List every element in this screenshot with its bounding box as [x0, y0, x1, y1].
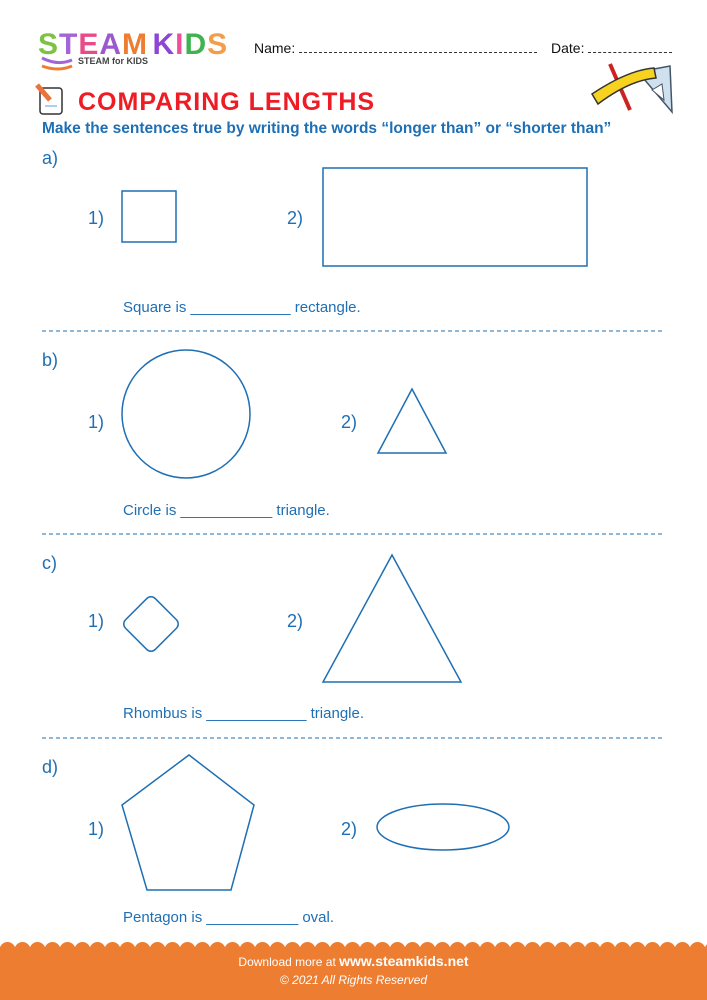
- pentagon-shape: [122, 755, 254, 890]
- logo-subtitle: STEAM for KIDS: [78, 56, 149, 66]
- steam-kids-logo: STEAM KIDS: [38, 28, 229, 61]
- large-triangle-shape: [323, 555, 461, 682]
- rectangle-shape: [323, 168, 587, 266]
- circle-shape: [122, 350, 250, 478]
- item-d1-label: 1): [88, 819, 105, 839]
- item-b1-label: 1): [88, 412, 105, 432]
- date-label: Date:: [551, 40, 585, 56]
- sentence-a[interactable]: Square is ____________ rectangle.: [123, 299, 361, 316]
- section-c-label: c): [42, 553, 57, 573]
- section-a-label: a): [42, 148, 59, 168]
- item-b2-label: 2): [341, 412, 358, 432]
- item-a1-label: 1): [88, 208, 105, 228]
- item-c1-label: 1): [88, 611, 105, 631]
- item-a2-label: 2): [287, 208, 304, 228]
- copyright: © 2021 All Rights Reserved: [279, 973, 428, 987]
- download-prefix: Download more at: [238, 955, 336, 969]
- name-label: Name:: [254, 40, 296, 56]
- instructions: Make the sentences true by writing the words “longer than” or “shorter than”: [42, 120, 612, 137]
- sentence-b[interactable]: Circle is ___________ triangle.: [123, 502, 330, 519]
- rhombus-shape: [121, 594, 180, 653]
- small-triangle-shape: [378, 389, 446, 453]
- website-link[interactable]: www.steamkids.net: [339, 953, 469, 969]
- item-d2-label: 2): [341, 819, 358, 839]
- sentence-c[interactable]: Rhombus is ____________ triangle.: [123, 705, 365, 722]
- page-title: COMPARING LENGTHS: [78, 88, 376, 116]
- section-b-label: b): [42, 350, 59, 370]
- section-d-label: d): [42, 757, 59, 777]
- square-shape: [122, 191, 176, 242]
- sentence-d[interactable]: Pentagon is ___________ oval.: [123, 909, 335, 926]
- item-c2-label: 2): [287, 611, 304, 631]
- download-line: [0, 953, 707, 969]
- oval-shape: [377, 804, 509, 850]
